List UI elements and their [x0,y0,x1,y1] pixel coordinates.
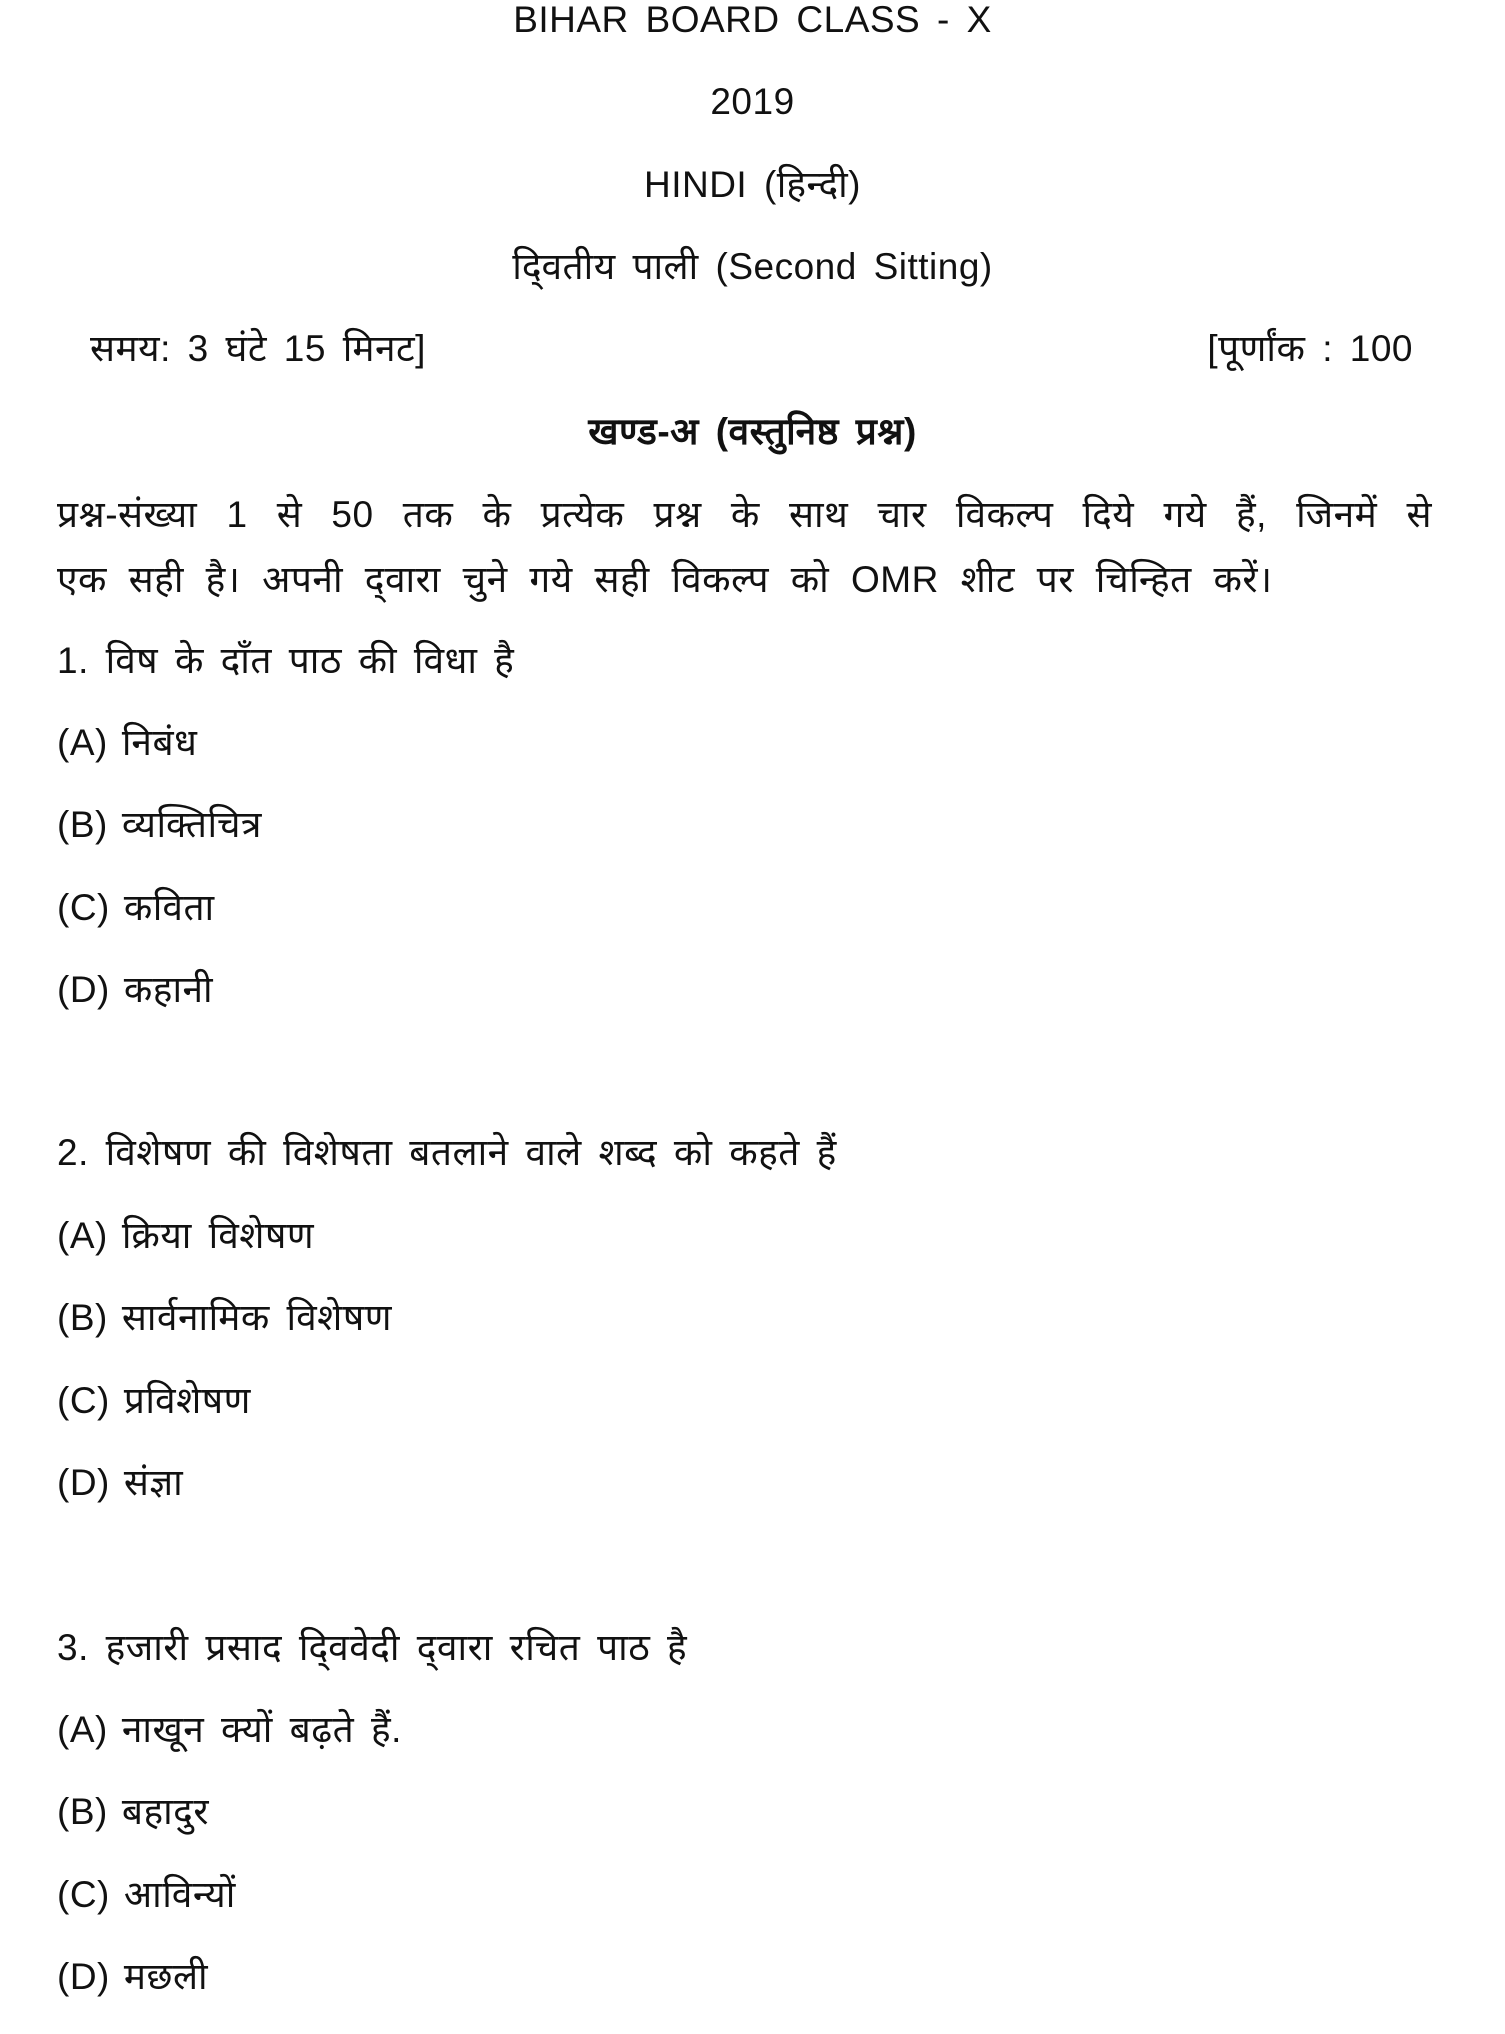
option-text: कहानी [123,969,214,1010]
option-text: मछली [123,1956,209,1997]
option-label: (B) [57,1791,108,1832]
question-2-option-c [57,1379,251,1423]
question-1-option-b [57,803,262,847]
option-text: निबंध [121,722,198,763]
option-label: (C) [57,887,110,928]
option-text: क्रिया विशेषण [121,1215,315,1256]
option-label: (A) [57,1709,108,1750]
question-3-option-a [57,1708,402,1752]
option-text: सार्वनामिक विशेषण [121,1297,392,1338]
section-title: खण्ड-अ (वस्तुनिष्ठ प्रश्न) [588,411,917,452]
question-1-option-d [57,968,213,1012]
option-label: (A) [57,722,108,763]
option-label: (D) [57,969,110,1010]
question-2-option-b [57,1296,392,1340]
sitting-label: द्‍वितीय पाली (Second Sitting) [512,246,993,287]
option-text: प्रविशेषण [123,1380,251,1421]
question-2-option-d [57,1461,183,1505]
question-3-option-d [57,1955,208,1999]
option-label: (A) [57,1215,108,1256]
option-label: (D) [57,1956,110,1997]
option-label: (C) [57,1380,110,1421]
full-marks: [पूर्णांक : 100 [1207,328,1413,369]
subject-title: HINDI (हिन्दी) [643,164,862,205]
option-text: नाखून क्यों बढ़ते हैं. [121,1709,402,1750]
time-allowed: समय: 3 घंटे 15 मिनट] [90,328,426,369]
question-2-option-a [57,1214,314,1258]
question-1-option-a [57,721,197,765]
option-text: बहादुर [121,1791,209,1832]
board-title: BIHAR BOARD CLASS - X [513,0,992,40]
instructions-line-1: प्रश्न-संख्या 1 से 50 तक के प्रत्येक प्रश्न के साथ चार विकल्प दिये गये हैं, जिनमें से [57,494,1432,535]
option-label: (D) [57,1462,110,1503]
question-3-stem: 3. हजारी प्रसाद द्‍विवेदी द्‍वारा रचित पाठ है [57,1627,688,1668]
option-text: आविन्यों [123,1874,236,1915]
instructions-line-2: एक सही है। अपनी द्‍वारा चुने गये सही विकल्प को OMR शीट पर चिन्हित करें। [57,559,1273,600]
exam-year: 2019 [710,81,795,122]
question-1-option-c [57,886,215,930]
option-label: (C) [57,1874,110,1915]
option-label: (B) [57,804,108,845]
question-2-stem: 2. विशेषण की विशेषता बतलाने वाले शब्द को कहते हैं [57,1132,837,1173]
option-text: संज्ञा [123,1462,184,1503]
question-1-stem: 1. विष के दाँत पाठ की विधा है [57,640,515,681]
option-text: व्यक्तिचित्र [121,804,262,845]
question-3-option-c [57,1873,236,1917]
question-3-option-b [57,1790,209,1834]
option-text: कविता [123,887,215,928]
option-label: (B) [57,1297,108,1338]
